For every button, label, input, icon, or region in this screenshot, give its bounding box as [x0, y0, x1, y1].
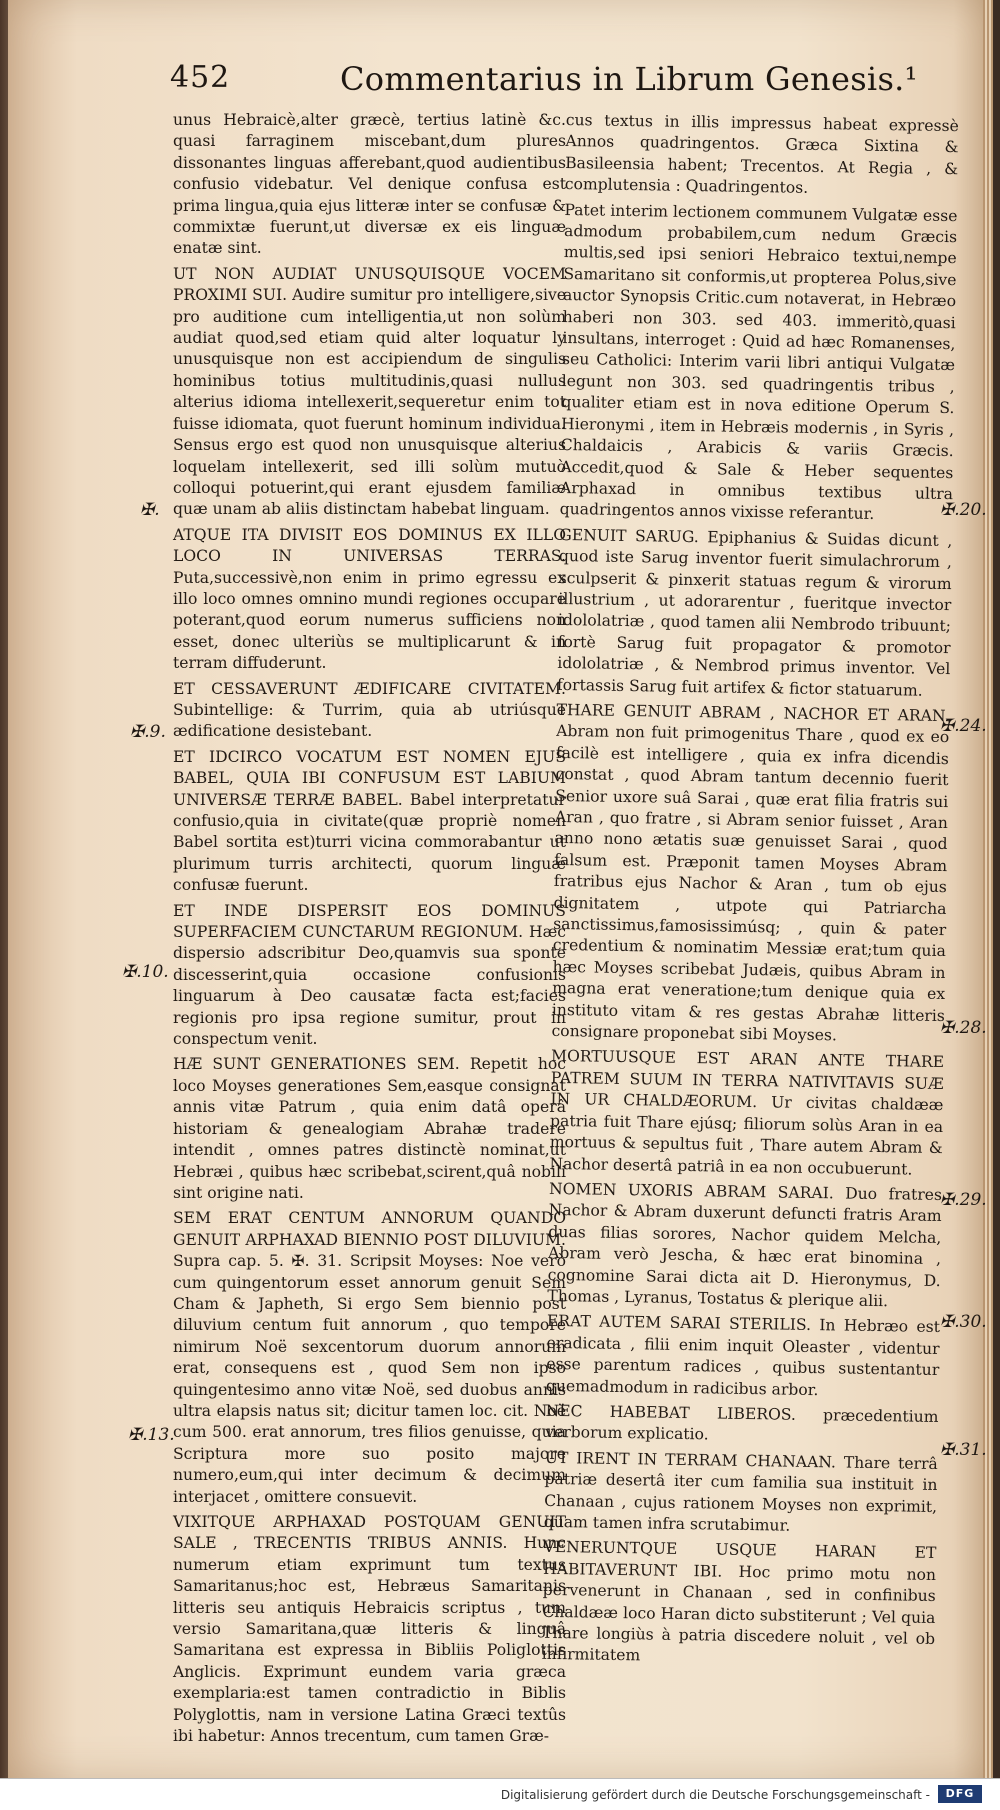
verse-marker: ✠.30. [940, 1312, 987, 1332]
running-head [170, 60, 950, 110]
paragraph: MORTUUSQUE EST ARAN ANTE THARE PATREM SUUM IN TERRA NATIVITAVIS SUÆ IN UR CHALDÆORUM. Ur civitas chaldææ patria fuit Thare ejúsq; filiorum solùs Aran in ea mortuus & sepultus fuit , Thare autem Abram & Nachor desertâ patriâ in ea non occubuerunt. [549, 1047, 945, 1179]
paragraph: VIXITQUE ARPHAXAD POSTQUAM GENUIT SALE , TRECENTIS TRIBUS ANNIS. Hunc numerum etiam exprimunt tum textus Samaritanus;hoc est, Hebræus Samaritanis litteris seu antiquis Hebraicis scriptus , tum versio Samaritana,quæ litteris & linguâ Samaritana est expressa in Bibliis Poliglottis Anglicis. Exprimunt eundem varia græca exemplaria:est tamen contradictio in Biblis Polyglottis, nam in versione Latina Græci textûs ibi habetur: Annos trecentum, cum tamen Græ- [173, 1513, 566, 1746]
verse-marker: ✠.24. [940, 716, 987, 736]
paragraph: ATQUE ITA DIVISIT EOS DOMINUS EX ILLO LOCO IN UNIVERSAS TERRAS. Puta,successivè,non enim in primo egressu ex illo loco omnes omnino mundi regiones occupare poterant,quod eorum numerus sufficiens non esset, donec ulteriùs se multiplicarunt & in terram diffuderunt. [173, 525, 566, 673]
paragraph: ET INDE DISPERSIT EOS DOMINUS SUPERFACIEM CUNCTARUM REGIONUM. Hæc dispersio adscribitur Deo,quamvis sua sponte discesserint,quia occasione confusionis linguarum à Deo causatæ facta est;facies regionis pro ipsa regione sumitur, prout in conspectum venit. [173, 901, 566, 1049]
page-title: Commentarius in Librum Genesis.¹ [340, 60, 918, 98]
paragraph: cus textus in illis impressus habeat expressè Annos quadringentos. Græca Sixtina & Basileensia habent; Trecentos. At Regia , & complutensia : Quadringentos. [564, 110, 959, 198]
dfg-logo-icon: DFG [938, 1785, 982, 1803]
paragraph: NOMEN UXORIS ABRAM SARAI. Duo fratres Nachor & Abram duxerunt defuncti fratris Aram duas filias sorores, Nachor quidem Melcha, Abram verò Jescha, & hæc erat binomina , cognomine Sarai dicta ait D. Hieronymus, D. Thomas , Lyranus, Tostatus & plerique alii. [547, 1179, 943, 1311]
verse-marker: ✠.10. [122, 962, 169, 982]
verse-marker: ✠.31. [940, 1440, 987, 1460]
page-edge [983, 0, 993, 1778]
paragraph: Patet interim lectionem communem Vulgatæ esse admodum probabilem,cum nedum Græcis multis,sed ipsi seniori Hebraico textui,nempe Samaritano sit conformis,ut propterea Polus,sive auctor Synopsis Critic.cum notaverat, in Hebræo haberi non 303. sed 403. immeritò,quasi insultans, interroget : Quid ad hæc Romanenses, seu Catholici: Interim varii libri antiqui Vulgatæ legunt non 303. sed quadringentis tribus , qualiter etiam est in nova editione Operum S. Hieronymi , item in Hebræis modernis , in Syris , Chaldaicis , Arabicis & variis Græcis. Accedit,quod & Sale & Heber sequentes Arphaxad in omnibus textibus ultra quadringentos annos vixisse referantur. [559, 200, 958, 524]
paragraph: ERAT AUTEM SARAI STERILIS. In Hebræo est eradicata , filii enim inquit Oleaster , videntur esse parentum radices , quibus sustentantur quemadmodum in radicibus arbor. [545, 1312, 941, 1399]
paragraph: UT NON AUDIAT UNUSQUISQUE VOCEM PROXIMI SUI. Audire sumitur pro intelligere,sive pro auditione cum intelligentia,ut non solùm audiat quod,sed etiam quid alter loquatur ly unusquisque non est accipiendum de singulis hominibus totius multitudinis,quasi nullus alterius idioma intellexerit,sequeretur enim tot fuisse idiomata, quot fuerunt hominum individua. Sensus ergo est quod non unusquisque alterius loquelam intellexerit, sed illi solùm mutuò colloqui potuerint,qui erant ejusdem familiæ quæ unam ab aliis distinctam habebat linguam. [173, 264, 566, 519]
paragraph: THARE GENUIT ABRAM , NACHOR ET ARAN. Abram non fuit primogenitus Thare , quod ex eo facilè est intelligere , quia ex infra dicendis constat , quod Abram tantum decennio fuerit Senior uxore suâ Sarai , quæ erat filia fratris sui Aran , quo fratre , si Abram senior fuisset , Aran anno nono ætatis suæ genuisset Sarai , quod falsum est. Præponit tamen Moyses Abram fratribus ejus Nachor & Aran , tum ob ejus dignitatem , utpote qui Patriarcha sanctissimus,famosissimúsq; , quin & pater credentium & nominatim Messiæ erat;tum quia hæc Moyses scribebat Judæis, quibus Abram in magna erat veneratione;tum denique quia ex instituto vitam & res gestas Abrahæ litteris consignare proponebat sibi Moyses. [551, 700, 950, 1045]
paragraph: NEC HABEBAT LIBEROS. præcedentium verborum explicatio. [545, 1401, 939, 1444]
paragraph: SEM ERAT CENTUM ANNORUM QUANDO GENUIT ARPHAXAD BIENNIO POST DILUVIUM. Supra cap. 5. ✠. 31. Scripsit Moyses: Noe verò cum quingentorum esset annorum genuit Sem Cham & Japheth, Si ergo Sem biennio post diluvium centum fuit annorum , quo tempore nimirum Noë sexcentorum duorum annorum erat, consequens est , quod Sem non ipso quingentesimo anno vitæ Noë, sed duobus annis ultra elapsis natus sit; dicitur tamen loc. cit. Noë cum 500. erat annorum, tres filios genuisse, quia Scriptura more suo posito majore numero,eum,qui inter decimum & decimum interjacet , omittere consuevit. [173, 1209, 566, 1506]
verse-marker: ✠. [140, 500, 160, 520]
paragraph: ET IDCIRCO VOCATUM EST NOMEN EJUS BABEL, QUIA IBI CONFUSUM EST LABIUM UNIVERSÆ TERRÆ BABEL. Babel interpretatur confusio,quia in civitate(quæ propriè nomen Babel sortita est)turri vicina commorabantur ut plurimum turris architecti, quorum linguæ confusæ fuerunt. [173, 747, 566, 895]
digitization-footer [0, 1778, 1000, 1810]
verse-marker: ✠.9. [130, 722, 166, 742]
right-text-column [541, 110, 958, 1676]
left-text-column [173, 110, 566, 1751]
verse-marker: ✠.20. [940, 500, 987, 520]
paragraph: unus Hebraicè,alter græcè, tertius latinè &c. quasi farraginem miscebant,dum plures dissonantes linguas afferebant,quod audientibus confusio videbatur. Vel denique confusa est prima lingua,quia ejus litteræ inter se confusæ & commixtæ fuerunt,ut diversæ ex eis linguæ enatæ sint. [173, 111, 566, 258]
paragraph: HÆ SUNT GENERATIONES SEM. Repetit hoc loco Moyses generationes Sem,easque consignat annis vitæ Patrum , quia enim datâ operâ historiam & genealogiam Abrahæ tradere intendit , omnes patres distinctè nominat,ut Hebræi , quibus hæc scribebat,scirent,quâ nobili sint origine nati. [173, 1055, 566, 1202]
paragraph: ET CESSAVERUNT ÆDIFICARE CIVITATEM. Subintellige: & Turrim, quia ab utriúsque ædificatione desistebant. [173, 679, 566, 741]
page-number: 452 [170, 60, 231, 95]
paragraph: VENERUNTQUE USQUE HARAN ET HABITAVERUNT IBI. Hoc primo motu non pervenerunt in Chanaan , sed in confinibus Chaldææ loco Haran dicto substiterunt ; Vel quia Thare longiùs à patria discedere noluit , vel ob infirmitatem [541, 1538, 937, 1665]
verse-marker: ✠.29. [940, 1190, 987, 1210]
paragraph: UT IRENT IN TERRAM CHANAAN. Thare terrâ patriæ desertâ iter cum familia sua instituit in Chanaan , cujus rationem Moyses non exprimit, quam tamen infra scrutabimur. [543, 1448, 938, 1535]
paragraph: GENUIT SARUG. Epiphanius & Suidas dicunt , quod iste Sarug inventor fuerit simulachrorum , sculpserit & pinxerit statuas regum & virorum illustrium , ut adorarentur , fueritque invector idololatriæ , quod tamen alii Nembrodo tribuunt; fortè Sarug fuit propagator & promotor idololatriæ , & Nembrod primus inventor. Vel fortassis Sarug fuit artifex & fictor statuarum. [556, 525, 953, 700]
footer-credit: Digitalisierung gefördert durch die Deutsche Forschungsgemeinschaft - [500, 1788, 930, 1802]
verse-marker: ✠.13. [128, 1425, 175, 1445]
verse-marker: ✠.28. [940, 1018, 987, 1038]
